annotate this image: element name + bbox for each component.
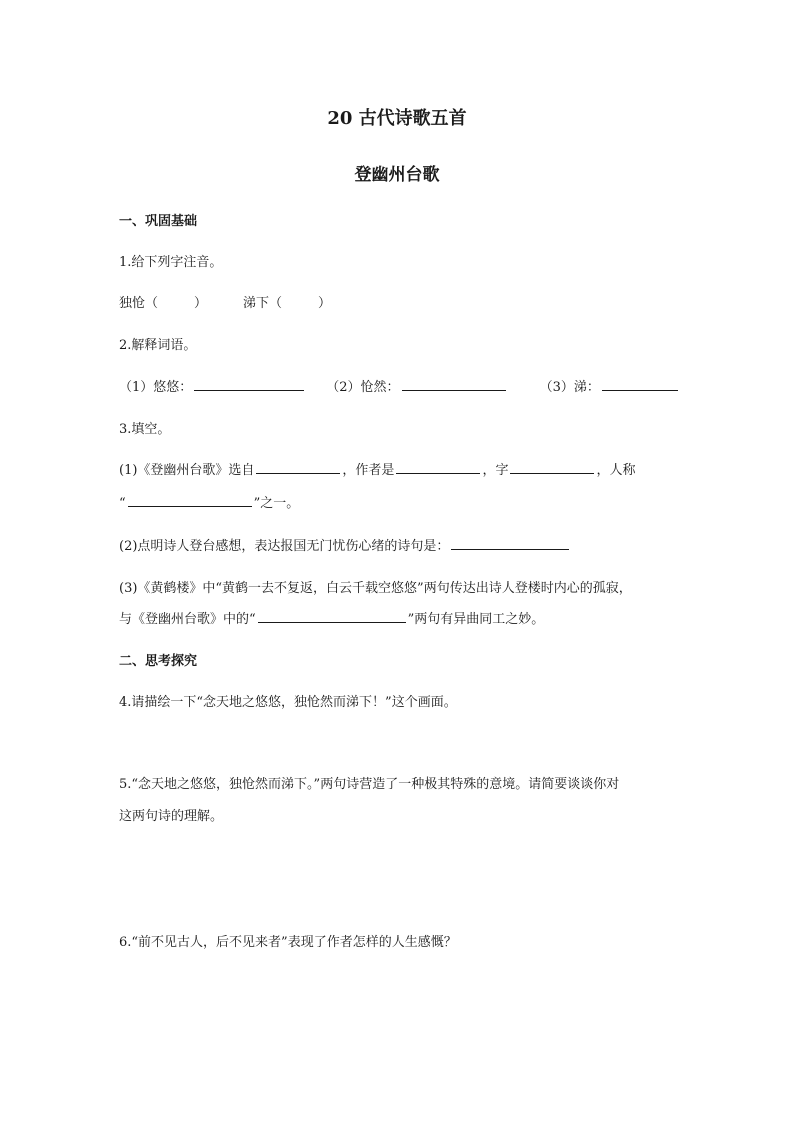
q1-item-1: 独怆（	[119, 296, 159, 311]
question-2: 2.解释词语。	[119, 338, 197, 353]
q1-item-2-close: ）	[318, 296, 332, 311]
blank-field[interactable]	[451, 537, 569, 550]
q3-part-1-line-2	[119, 492, 299, 511]
q3-part-3-line-2	[119, 608, 544, 627]
question-6: 6.“前不见古人，后不见来者”表现了作者怎样的人生感慨？	[119, 935, 457, 950]
q3-p2-text: (2)点明诗人登台感想，表达报国无门忧伤心绪的诗句是：	[119, 539, 450, 554]
question-5-line-2: 这两句诗的理解。	[119, 809, 224, 824]
q3-p1-text-d: ，人称	[596, 463, 636, 478]
question-3: 3.填空。	[119, 422, 171, 437]
blank-field[interactable]	[258, 610, 406, 623]
q3-p1-text-c: ，字	[482, 463, 509, 478]
q2-item-1: （1）悠悠：	[119, 380, 193, 395]
blank-field[interactable]	[194, 378, 304, 391]
q3-p1-text-e-close: ”之一。	[253, 496, 300, 511]
question-2-items	[119, 376, 680, 395]
q1-item-2: 涕下（	[243, 296, 283, 311]
blank-field[interactable]	[396, 461, 480, 474]
question-4: 4.请描绘一下“念天地之悠悠，独怆然而涕下！”这个画面。	[119, 695, 457, 710]
section-heading-basics: 一、巩固基础	[119, 214, 198, 229]
q1-item-1-close: ）	[194, 296, 208, 311]
q3-part-2	[119, 535, 571, 554]
q2-item-3: （3）涕：	[539, 380, 600, 395]
q3-part-3-line-1: (3)《黄鹤楼》中“黄鹤一去不复返，白云千载空悠悠”两句传达出诗人登楼时内心的孤寂，	[119, 581, 632, 596]
question-1: 1.给下列字注音。	[119, 255, 223, 270]
q3-part-1-line-1	[119, 459, 635, 478]
blank-field[interactable]	[510, 461, 594, 474]
q3-p3-text-b: ”两句有异曲同工之妙。	[407, 612, 545, 627]
section-heading-inquiry: 二、思考探究	[119, 654, 198, 669]
blank-field[interactable]	[602, 378, 678, 391]
q3-p1-text-a: (1)《登幽州台歌》选自	[119, 463, 255, 478]
q3-p3-text-a: 与《登幽州台歌》中的“	[119, 612, 256, 627]
question-1-items	[119, 292, 331, 311]
q3-p1-text-b: ，作者是	[342, 463, 395, 478]
q2-item-2: （2）怆然：	[326, 380, 400, 395]
question-5-line-1: 5.“念天地之悠悠，独怆然而涕下。”两句诗营造了一种极其特殊的意境。请简要谈谈你对	[119, 777, 620, 792]
blank-field[interactable]	[402, 378, 506, 391]
blank-field[interactable]	[128, 494, 252, 507]
q3-p1-text-e-open: “	[119, 496, 126, 511]
poem-title: 登幽州台歌	[354, 165, 440, 185]
page-title: 20 古代诗歌五首	[327, 108, 467, 129]
blank-field[interactable]	[256, 461, 340, 474]
